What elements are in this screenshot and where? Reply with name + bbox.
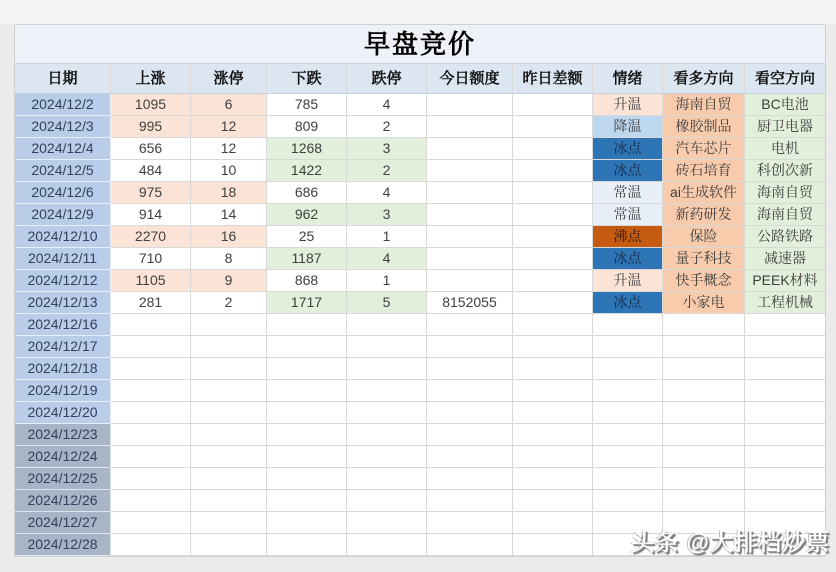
cell-mood[interactable]: 降温 — [593, 116, 663, 138]
cell-date[interactable]: 2024/12/6 — [15, 182, 111, 204]
cell-down[interactable] — [267, 380, 347, 402]
cell-date[interactable]: 2024/12/2 — [15, 94, 111, 116]
cell-up[interactable] — [111, 446, 191, 468]
cell-limit-down[interactable] — [347, 336, 427, 358]
column-header[interactable]: 情绪 — [593, 64, 663, 94]
cell-bull-direction[interactable] — [663, 358, 745, 380]
cell-mood[interactable]: 升温 — [593, 270, 663, 292]
cell-limit-up[interactable] — [191, 446, 267, 468]
cell-bear-direction[interactable] — [745, 424, 825, 446]
cell-up[interactable]: 710 — [111, 248, 191, 270]
cell-limit-up[interactable] — [191, 314, 267, 336]
cell-mood[interactable] — [593, 490, 663, 512]
cell-bear-direction[interactable]: 海南自贸 — [745, 182, 825, 204]
cell-yesterday-diff[interactable] — [513, 160, 593, 182]
cell-bull-direction[interactable] — [663, 380, 745, 402]
cell-today-quota[interactable] — [427, 94, 513, 116]
cell-mood[interactable]: 冰点 — [593, 138, 663, 160]
cell-yesterday-diff[interactable] — [513, 446, 593, 468]
cell-today-quota[interactable] — [427, 512, 513, 534]
cell-limit-down[interactable] — [347, 314, 427, 336]
cell-up[interactable]: 1105 — [111, 270, 191, 292]
cell-limit-up[interactable]: 10 — [191, 160, 267, 182]
cell-bull-direction[interactable]: 橡胶制品 — [663, 116, 745, 138]
cell-yesterday-diff[interactable] — [513, 116, 593, 138]
cell-bear-direction[interactable] — [745, 336, 825, 358]
cell-today-quota[interactable] — [427, 358, 513, 380]
cell-yesterday-diff[interactable] — [513, 468, 593, 490]
cell-limit-up[interactable]: 14 — [191, 204, 267, 226]
cell-date[interactable]: 2024/12/27 — [15, 512, 111, 534]
cell-bull-direction[interactable] — [663, 336, 745, 358]
cell-limit-down[interactable] — [347, 512, 427, 534]
cell-date[interactable]: 2024/12/4 — [15, 138, 111, 160]
cell-down[interactable] — [267, 512, 347, 534]
cell-up[interactable]: 2270 — [111, 226, 191, 248]
cell-date[interactable]: 2024/12/20 — [15, 402, 111, 424]
cell-bear-direction[interactable]: 公路铁路 — [745, 226, 825, 248]
cell-limit-down[interactable]: 2 — [347, 160, 427, 182]
cell-down[interactable] — [267, 468, 347, 490]
column-header[interactable]: 昨日差额 — [513, 64, 593, 94]
cell-today-quota[interactable] — [427, 402, 513, 424]
cell-today-quota[interactable] — [427, 380, 513, 402]
cell-today-quota[interactable]: 8152055 — [427, 292, 513, 314]
column-header[interactable]: 看多方向 — [663, 64, 745, 94]
cell-today-quota[interactable] — [427, 314, 513, 336]
cell-bull-direction[interactable]: 砖石培育 — [663, 160, 745, 182]
cell-mood[interactable]: 升温 — [593, 94, 663, 116]
cell-limit-down[interactable]: 2 — [347, 116, 427, 138]
cell-up[interactable] — [111, 358, 191, 380]
cell-bear-direction[interactable]: 厨卫电器 — [745, 116, 825, 138]
cell-bull-direction[interactable] — [663, 446, 745, 468]
cell-yesterday-diff[interactable] — [513, 402, 593, 424]
cell-down[interactable] — [267, 490, 347, 512]
cell-yesterday-diff[interactable] — [513, 490, 593, 512]
cell-bull-direction[interactable]: ai生成软件 — [663, 182, 745, 204]
cell-bear-direction[interactable]: 减速器 — [745, 248, 825, 270]
cell-up[interactable] — [111, 424, 191, 446]
cell-date[interactable]: 2024/12/3 — [15, 116, 111, 138]
cell-mood[interactable]: 冰点 — [593, 292, 663, 314]
cell-down[interactable]: 25 — [267, 226, 347, 248]
cell-up[interactable]: 281 — [111, 292, 191, 314]
cell-limit-up[interactable]: 9 — [191, 270, 267, 292]
cell-limit-up[interactable]: 18 — [191, 182, 267, 204]
cell-up[interactable]: 995 — [111, 116, 191, 138]
cell-down[interactable]: 1422 — [267, 160, 347, 182]
cell-up[interactable] — [111, 534, 191, 556]
cell-yesterday-diff[interactable] — [513, 358, 593, 380]
column-header[interactable]: 下跌 — [267, 64, 347, 94]
cell-today-quota[interactable] — [427, 138, 513, 160]
cell-date[interactable]: 2024/12/28 — [15, 534, 111, 556]
cell-date[interactable]: 2024/12/24 — [15, 446, 111, 468]
cell-down[interactable]: 809 — [267, 116, 347, 138]
cell-yesterday-diff[interactable] — [513, 94, 593, 116]
cell-limit-down[interactable]: 4 — [347, 182, 427, 204]
cell-up[interactable] — [111, 490, 191, 512]
cell-down[interactable] — [267, 424, 347, 446]
cell-bear-direction[interactable] — [745, 380, 825, 402]
cell-limit-up[interactable] — [191, 512, 267, 534]
page-background-strip — [0, 0, 836, 24]
cell-limit-down[interactable]: 3 — [347, 204, 427, 226]
cell-limit-down[interactable]: 4 — [347, 248, 427, 270]
cell-down[interactable]: 1268 — [267, 138, 347, 160]
cell-today-quota[interactable] — [427, 424, 513, 446]
cell-yesterday-diff[interactable] — [513, 314, 593, 336]
page-title: 早盘竞价 — [15, 25, 825, 64]
cell-yesterday-diff[interactable] — [513, 380, 593, 402]
cell-mood[interactable]: 常温 — [593, 204, 663, 226]
cell-limit-up[interactable]: 8 — [191, 248, 267, 270]
cell-mood[interactable] — [593, 424, 663, 446]
cell-date[interactable]: 2024/12/10 — [15, 226, 111, 248]
cell-today-quota[interactable] — [427, 468, 513, 490]
cell-date[interactable]: 2024/12/18 — [15, 358, 111, 380]
cell-yesterday-diff[interactable] — [513, 204, 593, 226]
cell-today-quota[interactable] — [427, 182, 513, 204]
cell-date[interactable]: 2024/12/26 — [15, 490, 111, 512]
cell-bull-direction[interactable]: 量子科技 — [663, 248, 745, 270]
cell-yesterday-diff[interactable] — [513, 270, 593, 292]
cell-bear-direction[interactable] — [745, 402, 825, 424]
cell-limit-down[interactable] — [347, 468, 427, 490]
column-header[interactable]: 看空方向 — [745, 64, 825, 94]
cell-today-quota[interactable] — [427, 204, 513, 226]
cell-down[interactable] — [267, 534, 347, 556]
cell-date[interactable]: 2024/12/17 — [15, 336, 111, 358]
cell-bull-direction[interactable] — [663, 424, 745, 446]
cell-yesterday-diff[interactable] — [513, 424, 593, 446]
cell-down[interactable]: 785 — [267, 94, 347, 116]
cell-mood[interactable] — [593, 314, 663, 336]
cell-yesterday-diff[interactable] — [513, 226, 593, 248]
watermark: 头条 @大排档炒票 — [631, 529, 830, 555]
cell-limit-up[interactable]: 12 — [191, 116, 267, 138]
cell-bear-direction[interactable]: 科创次新 — [745, 160, 825, 182]
cell-bear-direction[interactable]: BC电池 — [745, 94, 825, 116]
cell-down[interactable]: 1187 — [267, 248, 347, 270]
cell-mood[interactable]: 沸点 — [593, 226, 663, 248]
cell-limit-down[interactable] — [347, 358, 427, 380]
cell-limit-down[interactable]: 5 — [347, 292, 427, 314]
cell-limit-up[interactable] — [191, 468, 267, 490]
cell-down[interactable]: 962 — [267, 204, 347, 226]
column-header[interactable]: 涨停 — [191, 64, 267, 94]
cell-date[interactable]: 2024/12/19 — [15, 380, 111, 402]
cell-bull-direction[interactable] — [663, 490, 745, 512]
cell-date[interactable]: 2024/12/11 — [15, 248, 111, 270]
cell-bull-direction[interactable]: 新药研发 — [663, 204, 745, 226]
cell-bull-direction[interactable]: 保险 — [663, 226, 745, 248]
cell-bear-direction[interactable] — [745, 490, 825, 512]
cell-mood[interactable]: 常温 — [593, 182, 663, 204]
cell-mood[interactable] — [593, 468, 663, 490]
cell-today-quota[interactable] — [427, 226, 513, 248]
cell-yesterday-diff[interactable] — [513, 512, 593, 534]
cell-bear-direction[interactable]: 电机 — [745, 138, 825, 160]
cell-up[interactable] — [111, 512, 191, 534]
cell-bear-direction[interactable]: PEEK材料 — [745, 270, 825, 292]
cell-limit-up[interactable] — [191, 358, 267, 380]
cell-yesterday-diff[interactable] — [513, 292, 593, 314]
cell-up[interactable] — [111, 336, 191, 358]
cell-bull-direction[interactable]: 小家电 — [663, 292, 745, 314]
cell-yesterday-diff[interactable] — [513, 138, 593, 160]
cell-bear-direction[interactable] — [745, 468, 825, 490]
cell-down[interactable] — [267, 402, 347, 424]
cell-limit-up[interactable] — [191, 534, 267, 556]
cell-today-quota[interactable] — [427, 490, 513, 512]
cell-limit-up[interactable] — [191, 336, 267, 358]
cell-limit-up[interactable] — [191, 490, 267, 512]
cell-down[interactable] — [267, 358, 347, 380]
cell-date[interactable]: 2024/12/5 — [15, 160, 111, 182]
cell-limit-up[interactable]: 6 — [191, 94, 267, 116]
cell-up[interactable]: 656 — [111, 138, 191, 160]
cell-limit-up[interactable] — [191, 380, 267, 402]
cell-today-quota[interactable] — [427, 270, 513, 292]
cell-limit-down[interactable] — [347, 380, 427, 402]
cell-yesterday-diff[interactable] — [513, 248, 593, 270]
column-header[interactable]: 今日额度 — [427, 64, 513, 94]
cell-yesterday-diff[interactable] — [513, 534, 593, 556]
cell-up[interactable] — [111, 380, 191, 402]
cell-limit-down[interactable]: 4 — [347, 94, 427, 116]
cell-date[interactable]: 2024/12/25 — [15, 468, 111, 490]
cell-bear-direction[interactable]: 工程机械 — [745, 292, 825, 314]
cell-bear-direction[interactable] — [745, 358, 825, 380]
cell-limit-down[interactable]: 1 — [347, 226, 427, 248]
cell-date[interactable]: 2024/12/16 — [15, 314, 111, 336]
cell-today-quota[interactable] — [427, 160, 513, 182]
cell-up[interactable]: 914 — [111, 204, 191, 226]
cell-up[interactable] — [111, 468, 191, 490]
cell-limit-up[interactable]: 2 — [191, 292, 267, 314]
cell-bull-direction[interactable] — [663, 314, 745, 336]
cell-bear-direction[interactable] — [745, 446, 825, 468]
cell-today-quota[interactable] — [427, 534, 513, 556]
cell-down[interactable] — [267, 314, 347, 336]
cell-date[interactable]: 2024/12/13 — [15, 292, 111, 314]
morning-auction-spreadsheet — [14, 24, 826, 557]
cell-up[interactable] — [111, 402, 191, 424]
cell-down[interactable]: 868 — [267, 270, 347, 292]
cell-up[interactable]: 1095 — [111, 94, 191, 116]
cell-down[interactable] — [267, 336, 347, 358]
cell-mood[interactable]: 冰点 — [593, 248, 663, 270]
cell-today-quota[interactable] — [427, 446, 513, 468]
cell-down[interactable]: 686 — [267, 182, 347, 204]
cell-bear-direction[interactable]: 海南自贸 — [745, 204, 825, 226]
cell-bear-direction[interactable] — [745, 314, 825, 336]
cell-yesterday-diff[interactable] — [513, 336, 593, 358]
cell-limit-down[interactable] — [347, 446, 427, 468]
cell-bull-direction[interactable] — [663, 468, 745, 490]
cell-mood[interactable]: 冰点 — [593, 160, 663, 182]
cell-yesterday-diff[interactable] — [513, 182, 593, 204]
cell-date[interactable]: 2024/12/9 — [15, 204, 111, 226]
cell-date[interactable]: 2024/12/12 — [15, 270, 111, 292]
cell-mood[interactable] — [593, 380, 663, 402]
cell-limit-down[interactable] — [347, 490, 427, 512]
cell-today-quota[interactable] — [427, 336, 513, 358]
cell-bull-direction[interactable]: 快手概念 — [663, 270, 745, 292]
cell-bull-direction[interactable]: 汽车芯片 — [663, 138, 745, 160]
cell-down[interactable] — [267, 446, 347, 468]
cell-limit-up[interactable] — [191, 424, 267, 446]
column-header[interactable]: 上涨 — [111, 64, 191, 94]
cell-mood[interactable] — [593, 446, 663, 468]
cell-mood[interactable] — [593, 358, 663, 380]
cell-limit-down[interactable]: 1 — [347, 270, 427, 292]
cell-date[interactable]: 2024/12/23 — [15, 424, 111, 446]
cell-limit-up[interactable] — [191, 402, 267, 424]
cell-bull-direction[interactable]: 海南自贸 — [663, 94, 745, 116]
cell-up[interactable]: 975 — [111, 182, 191, 204]
cell-today-quota[interactable] — [427, 248, 513, 270]
cell-up[interactable]: 484 — [111, 160, 191, 182]
cell-bull-direction[interactable] — [663, 402, 745, 424]
cell-mood[interactable] — [593, 402, 663, 424]
cell-down[interactable]: 1717 — [267, 292, 347, 314]
cell-mood[interactable] — [593, 336, 663, 358]
cell-limit-down[interactable] — [347, 402, 427, 424]
cell-limit-up[interactable]: 16 — [191, 226, 267, 248]
auction-table — [15, 64, 825, 556]
cell-limit-up[interactable]: 12 — [191, 138, 267, 160]
cell-limit-down[interactable] — [347, 534, 427, 556]
column-header[interactable]: 日期 — [15, 64, 111, 94]
cell-today-quota[interactable] — [427, 116, 513, 138]
cell-up[interactable] — [111, 314, 191, 336]
column-header[interactable]: 跌停 — [347, 64, 427, 94]
cell-limit-down[interactable] — [347, 424, 427, 446]
cell-limit-down[interactable]: 3 — [347, 138, 427, 160]
